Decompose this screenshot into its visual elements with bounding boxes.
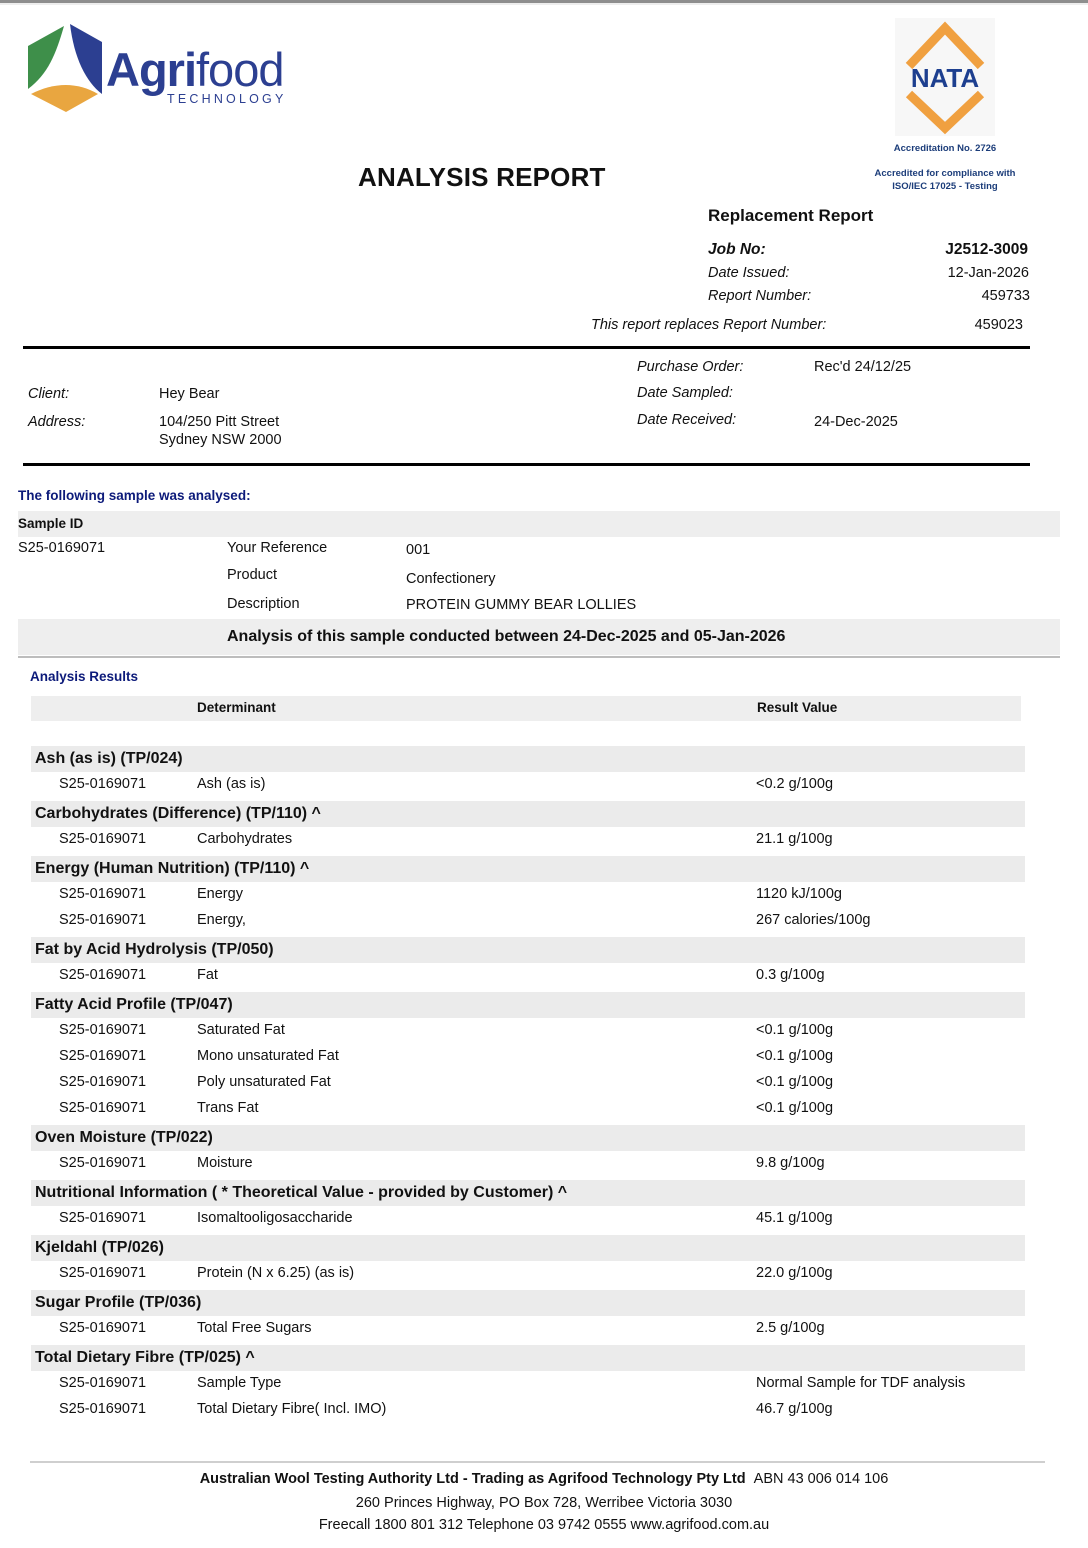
section-title: Carbohydrates (Difference) (TP/110) ^ (35, 805, 321, 822)
result-value-cell: 0.3 g/100g (756, 967, 825, 983)
sample-id-cell: S25-0169071 (59, 967, 147, 983)
logo-wordmark: Agrifood (106, 43, 284, 96)
job-no-value: J2512-3009 (945, 241, 1028, 258)
section-title: Total Dietary Fibre (TP/025) ^ (35, 1349, 255, 1366)
sample-id-header: Sample ID (18, 516, 84, 531)
nata-logo (895, 18, 995, 136)
determinant-cell: Total Dietary Fibre( Incl. IMO) (197, 1401, 387, 1417)
date-issued-label: Date Issued: (708, 265, 790, 281)
sample-id-cell: S25-0169071 (59, 1100, 147, 1116)
table-row (31, 1151, 1025, 1177)
section-title: Oven Moisture (TP/022) (35, 1129, 213, 1146)
result-value-cell: 45.1 g/100g (756, 1210, 833, 1226)
report-number-value: 459733 (981, 288, 1030, 304)
result-value-cell: <0.1 g/100g (756, 1022, 834, 1038)
column-result-value: Result Value (757, 700, 838, 715)
result-value-cell: 2.5 g/100g (756, 1320, 825, 1336)
result-value-cell: 21.1 g/100g (756, 831, 833, 847)
section-header (31, 992, 1025, 1018)
sample-id-cell: S25-0169071 (59, 886, 147, 902)
address-label: Address: (28, 414, 86, 430)
table-row (31, 882, 1025, 908)
footer-contact: Freecall 1800 801 312 Telephone 03 9742 0555 www.agrifood.com.au (318, 1517, 770, 1533)
description-value: PROTEIN GUMMY BEAR LOLLIES (406, 597, 637, 613)
sample-id-cell: S25-0169071 (59, 1375, 147, 1391)
determinant-cell: Sample Type (197, 1375, 282, 1391)
footer-abn: ABN 43 006 014 106 (753, 1471, 889, 1487)
analysis-results-heading: Analysis Results (30, 669, 139, 684)
date-sampled-label: Date Sampled: (637, 385, 733, 401)
determinant-cell: Total Free Sugars (197, 1320, 312, 1336)
footer-divider (30, 1461, 1045, 1463)
result-value-cell: 1120 kJ/100g (756, 886, 842, 902)
sample-id-cell: S25-0169071 (59, 1265, 147, 1281)
sample-id-cell: S25-0169071 (59, 1210, 147, 1226)
sample-heading: The following sample was analysed: (18, 488, 251, 503)
result-value-cell: 267 calories/100g (756, 912, 871, 928)
section-title: Sugar Profile (TP/036) (35, 1294, 202, 1311)
description-label: Description (227, 596, 300, 612)
determinant-cell: Ash (as is) (197, 776, 266, 792)
footer-company-line (0, 1471, 1088, 1487)
section-title: Kjeldahl (TP/026) (35, 1239, 164, 1256)
determinant-cell: Protein (N x 6.25) (as is) (197, 1265, 355, 1281)
date-received-value: 24-Dec-2025 (814, 414, 898, 430)
column-determinant: Determinant (197, 700, 276, 715)
sample-id-cell: S25-0169071 (59, 912, 147, 928)
section-header (31, 1125, 1025, 1151)
sample-id-header-band (18, 511, 1060, 537)
determinant-cell: Isomaltooligosaccharide (197, 1210, 353, 1226)
report-title: ANALYSIS REPORT (358, 162, 606, 192)
determinant-cell: Mono unsaturated Fat (197, 1048, 339, 1064)
section-header (31, 1345, 1025, 1371)
result-value-cell: <0.1 g/100g (756, 1048, 834, 1064)
product-value: Confectionery (406, 571, 496, 587)
result-value-cell: 22.0 g/100g (756, 1265, 833, 1281)
table-row (31, 1316, 1025, 1342)
section-title: Ash (as is) (TP/024) (35, 750, 183, 767)
sample-id-cell: S25-0169071 (59, 831, 147, 847)
sample-id-cell: S25-0169071 (59, 1074, 147, 1090)
product-label: Product (227, 567, 277, 583)
determinant-cell: Energy (197, 886, 243, 902)
accreditation-number: Accreditation No. 2726 (893, 143, 997, 154)
client-name: Hey Bear (159, 386, 220, 402)
agrifood-logo (26, 24, 288, 114)
results-header-band (31, 696, 1021, 721)
table-row (31, 1070, 1025, 1096)
table-row (31, 1371, 1025, 1397)
top-border-shadow (0, 3, 1088, 5)
section-title: Fat by Acid Hydrolysis (TP/050) (35, 941, 274, 958)
result-value-cell: <0.1 g/100g (756, 1100, 834, 1116)
nata-logo-text: NATA (910, 63, 980, 93)
section-title: Energy (Human Nutrition) (TP/110) ^ (35, 860, 310, 877)
replaces-report-label: This report replaces Report Number: (591, 317, 827, 333)
job-no-label: Job No: (708, 241, 766, 258)
replacement-report-label: Replacement Report (708, 206, 874, 225)
address-line1: 104/250 Pitt Street (159, 414, 280, 430)
table-row (31, 1044, 1025, 1070)
section-header (31, 1180, 1025, 1206)
divider-top (23, 346, 1030, 349)
determinant-cell: Poly unsaturated Fat (197, 1074, 331, 1090)
result-value-cell: <0.1 g/100g (756, 1074, 834, 1090)
result-value-cell: <0.2 g/100g (756, 776, 834, 792)
your-reference-value: 001 (406, 542, 431, 558)
determinant-cell: Carbohydrates (197, 831, 293, 847)
table-row (31, 1096, 1025, 1122)
client-label: Client: (28, 386, 70, 402)
address-line2: Sydney NSW 2000 (159, 432, 282, 448)
table-row (31, 1018, 1025, 1044)
analysis-conducted-text: Analysis of this sample conducted between 24-Dec-2025 and 05-Jan-2026 (227, 628, 786, 645)
table-row (31, 908, 1025, 934)
section-header (31, 1290, 1025, 1316)
sample-id-cell: S25-0169071 (59, 1320, 147, 1336)
table-row (31, 1261, 1025, 1287)
conducted-divider (18, 656, 1060, 658)
table-row (31, 963, 1025, 989)
section-header (31, 937, 1025, 963)
table-row (31, 827, 1025, 853)
table-row (31, 1206, 1025, 1232)
purchase-order-label: Purchase Order: (637, 359, 744, 375)
determinant-cell: Fat (197, 967, 218, 983)
accreditation-compliance-line2: ISO/IEC 17025 - Testing (892, 181, 998, 192)
table-row (31, 772, 1025, 798)
sample-id-cell: S25-0169071 (59, 1155, 147, 1171)
date-issued-value: 12-Jan-2026 (947, 265, 1029, 281)
section-header (31, 1235, 1025, 1261)
section-title: Fatty Acid Profile (TP/047) (35, 996, 233, 1013)
sample-id-cell: S25-0169071 (59, 1401, 147, 1417)
section-header (31, 746, 1025, 772)
footer-company: Australian Wool Testing Authority Ltd - Trading as Agrifood Technology Pty Ltd (199, 1471, 746, 1487)
result-value-cell: 9.8 g/100g (756, 1155, 825, 1171)
determinant-cell: Energy, (197, 912, 246, 928)
determinant-cell: Saturated Fat (197, 1022, 285, 1038)
section-header (31, 801, 1025, 827)
sample-id: S25-0169071 (18, 540, 106, 556)
accreditation-compliance-line1: Accredited for compliance with (874, 168, 1016, 179)
sample-id-cell: S25-0169071 (59, 1022, 147, 1038)
footer-address: 260 Princes Highway, PO Box 728, Werribee Victoria 3030 (355, 1495, 733, 1511)
section-title: Nutritional Information ( * Theoretical Value - provided by Customer) ^ (35, 1184, 568, 1201)
date-received-label: Date Received: (637, 412, 737, 428)
report-number-label: Report Number: (708, 288, 812, 304)
divider-bottom (23, 463, 1030, 466)
agrifood-logo-mark-icon (26, 24, 106, 114)
result-value-cell: 46.7 g/100g (756, 1401, 833, 1417)
result-value-cell: Normal Sample for TDF analysis (756, 1375, 966, 1391)
sample-id-cell: S25-0169071 (59, 1048, 147, 1064)
section-header (31, 856, 1025, 882)
sample-id-cell: S25-0169071 (59, 776, 147, 792)
table-row (31, 1397, 1025, 1423)
logo-subtitle: TECHNOLOGY (167, 92, 287, 106)
purchase-order-value: Rec'd 24/12/25 (814, 359, 912, 375)
your-reference-label: Your Reference (227, 540, 328, 556)
determinant-cell: Moisture (197, 1155, 253, 1171)
replaces-report-value: 459023 (974, 317, 1023, 333)
determinant-cell: Trans Fat (197, 1100, 259, 1116)
